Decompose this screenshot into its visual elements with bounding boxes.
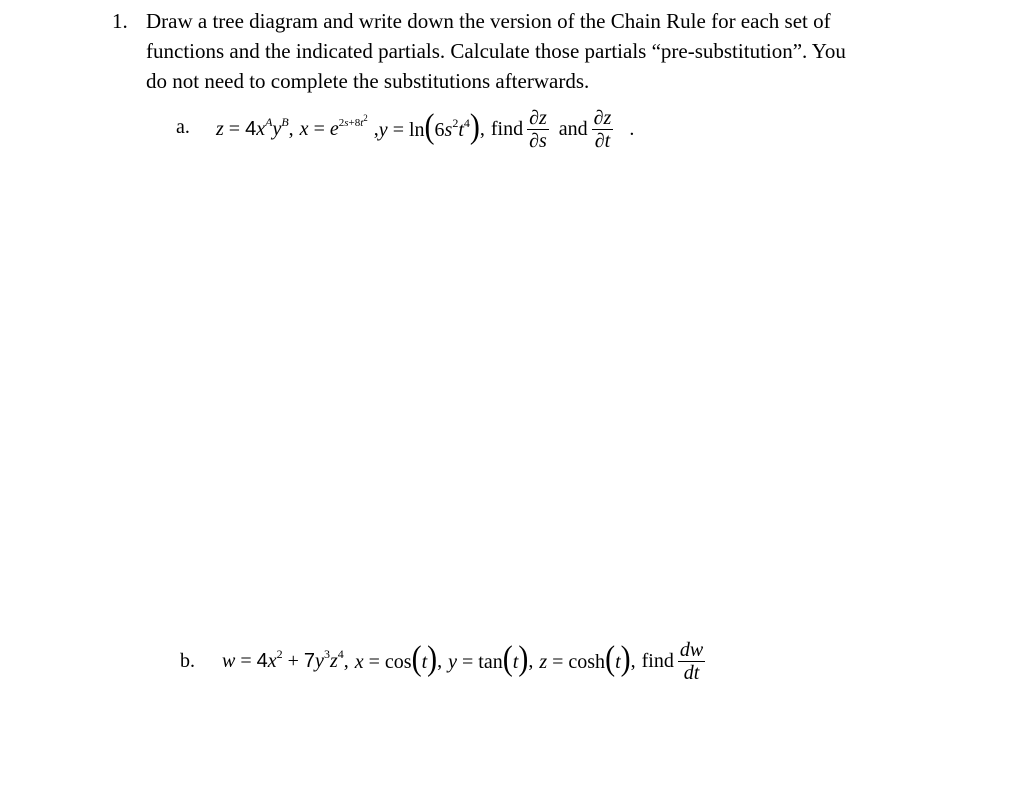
problem-number: 1. <box>112 9 128 33</box>
part-a-label: a. <box>176 116 190 138</box>
frac-denominator: dt <box>683 661 700 684</box>
problem-line-1: Draw a tree diagram and write down the version of the Chain Rule for each set of <box>146 9 831 33</box>
part-a-and: and <box>558 117 588 140</box>
part-b-find: find <box>641 649 674 672</box>
frac-numerator: ∂z <box>593 106 612 129</box>
partial-z-partial-t <box>592 107 614 152</box>
part-a-x-definition: $x = e^{2s+8t^2}$ <box>299 112 368 140</box>
part-b-equation: $w = 4x^2 + 7y^3z^4$ , x = cos(t) , y = tan(t) , z = cosh(t) , find $\frac{dw}{dt}$ <box>222 638 704 684</box>
part-a-find: find <box>490 117 524 140</box>
problem-line-3: do not need to complete the substitutions afterwards. <box>146 69 590 93</box>
part-a-z-definition: $z = 4x^Ay^B$ <box>216 114 289 140</box>
part-b-label: b. <box>180 650 195 672</box>
partial-z-partial-s <box>527 107 549 152</box>
part-b-z-definition: z = cosh(t) <box>539 638 631 677</box>
dw-dt <box>678 639 705 684</box>
part-b-y-definition: y = tan(t) <box>448 638 529 677</box>
problem-statement <box>146 6 946 96</box>
frac-denominator: ∂s <box>529 129 547 152</box>
part-a-y-definition: $y = \ln(6s^2t^4)$ <box>378 106 480 145</box>
frac-denominator: ∂t <box>594 129 611 152</box>
frac-numerator: dw <box>679 638 704 661</box>
part-a-period: . <box>629 117 635 140</box>
part-b-w-definition: $w = 4x^2 + 7y^3z^4$ <box>222 646 344 672</box>
problem-line-2: functions and the indicated partials. Calculate those partials “pre-substitution”. You <box>146 39 846 63</box>
part-a-equation: $z = 4x^Ay^B$ , $x = e^{2s+8t^2}$ , $y = \ln(6s^2t^4)$ , find $\frac{\partial z}{\partial s}$ and $\frac{\partial z}{\partial t}$ . <box>216 106 635 152</box>
frac-numerator: ∂z <box>529 106 547 129</box>
part-b-x-definition: x = cos(t) <box>354 638 438 677</box>
